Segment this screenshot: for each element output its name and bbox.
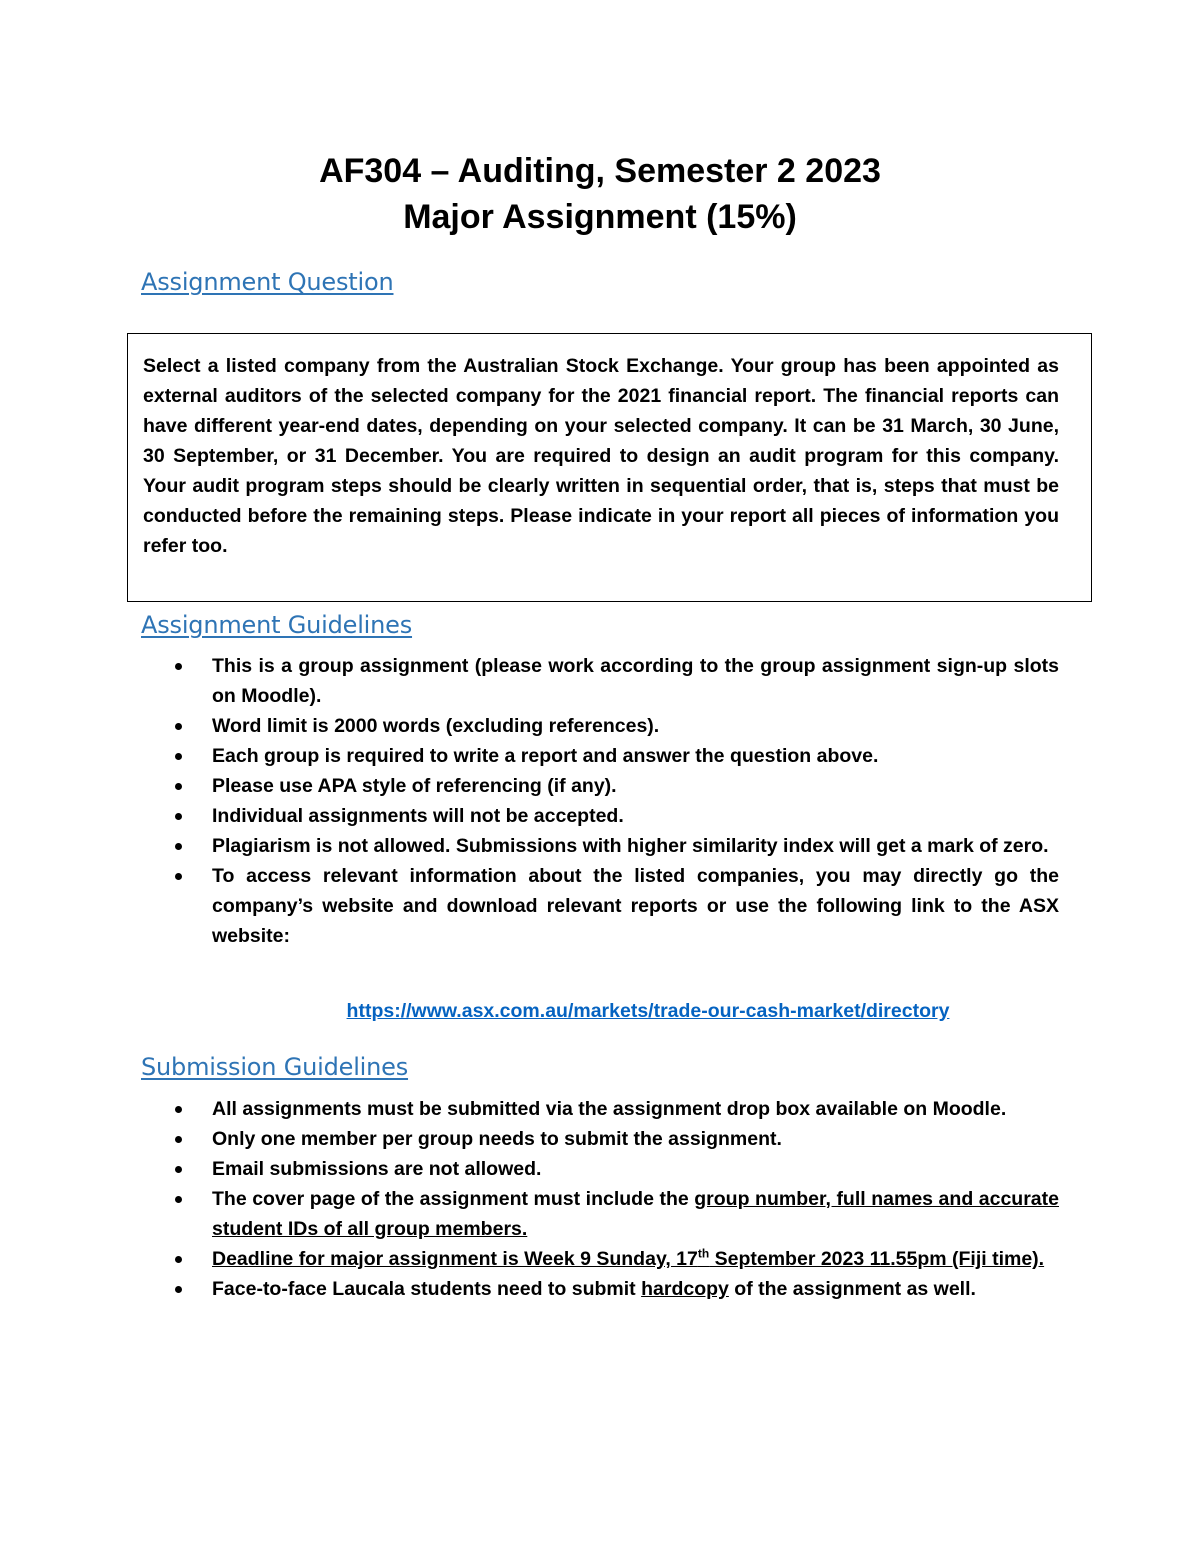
list-item: Email submissions are not allowed. — [175, 1154, 1059, 1184]
bullet-icon — [175, 1166, 182, 1173]
bullet-icon — [175, 813, 182, 820]
bullet-icon — [175, 1136, 182, 1143]
bullet-icon — [175, 1256, 182, 1263]
bullet-icon — [175, 1196, 182, 1203]
bullet-icon — [175, 1106, 182, 1113]
asx-link-line — [0, 996, 1200, 1026]
bullet-icon — [175, 843, 182, 850]
submission-guidelines-list — [175, 1094, 1059, 1304]
list-item: Please use APA style of referencing (if any). — [175, 771, 1059, 801]
bullet-icon — [175, 783, 182, 790]
bullet-icon — [175, 1286, 182, 1293]
question-box — [127, 333, 1092, 602]
list-item: This is a group assignment (please work according to the group assignment sign-up slots on Moodle). — [175, 651, 1059, 711]
assignment-guidelines-list — [175, 651, 1059, 951]
list-item: The cover page of the assignment must include the group number, full names and accurate student IDs of all group members. — [175, 1184, 1059, 1244]
list-item: Each group is required to write a report and answer the question above. — [175, 741, 1059, 771]
list-item: Only one member per group needs to submit the assignment. — [175, 1124, 1059, 1154]
list-item: Deadline for major assignment is Week 9 Sunday, 17th September 2023 11.55pm (Fiji time). — [175, 1244, 1059, 1274]
list-item: All assignments must be submitted via the assignment drop box available on Moodle. — [175, 1094, 1059, 1124]
list-item: To access relevant information about the listed companies, you may directly go the company’s website and download relevant reports or use the following link to the ASX website: — [175, 861, 1059, 951]
list-item: Word limit is 2000 words (excluding references). — [175, 711, 1059, 741]
assignment-guidelines-heading: Assignment Guidelines — [141, 611, 413, 639]
document-title — [0, 148, 1200, 240]
bullet-icon — [175, 723, 182, 730]
title-line-2: Major Assignment (15%) — [403, 198, 797, 236]
bullet-icon — [175, 873, 182, 880]
submission-guidelines-heading: Submission Guidelines — [141, 1053, 409, 1081]
title-line-1: AF304 – Auditing, Semester 2 2023 — [319, 152, 881, 190]
question-text: Select a listed company from the Australian Stock Exchange. Your group has been appointed as external auditors of the selected company for the 2021 financial report. The financial reports can have different year-end dates, depending on your selected company. It can be 31 March, 30 June, 30 September, or 31 December. You are required to design an audit program for this company. Your audit program steps should be clearly written in sequential order, that is, steps that must be conducted before the remaining steps. Please indicate in your report all pieces of information you refer too. — [143, 355, 1059, 557]
bullet-icon — [175, 753, 182, 760]
list-item: Individual assignments will not be accepted. — [175, 801, 1059, 831]
asx-directory-link[interactable]: https://www.asx.com.au/markets/trade-our-cash-market/directory — [346, 1000, 950, 1022]
assignment-question-heading: Assignment Question — [141, 268, 394, 296]
bullet-icon — [175, 663, 182, 670]
list-item: Face-to-face Laucala students need to submit hardcopy of the assignment as well. — [175, 1274, 1059, 1304]
list-item: Plagiarism is not allowed. Submissions with higher similarity index will get a mark of zero. — [175, 831, 1059, 861]
